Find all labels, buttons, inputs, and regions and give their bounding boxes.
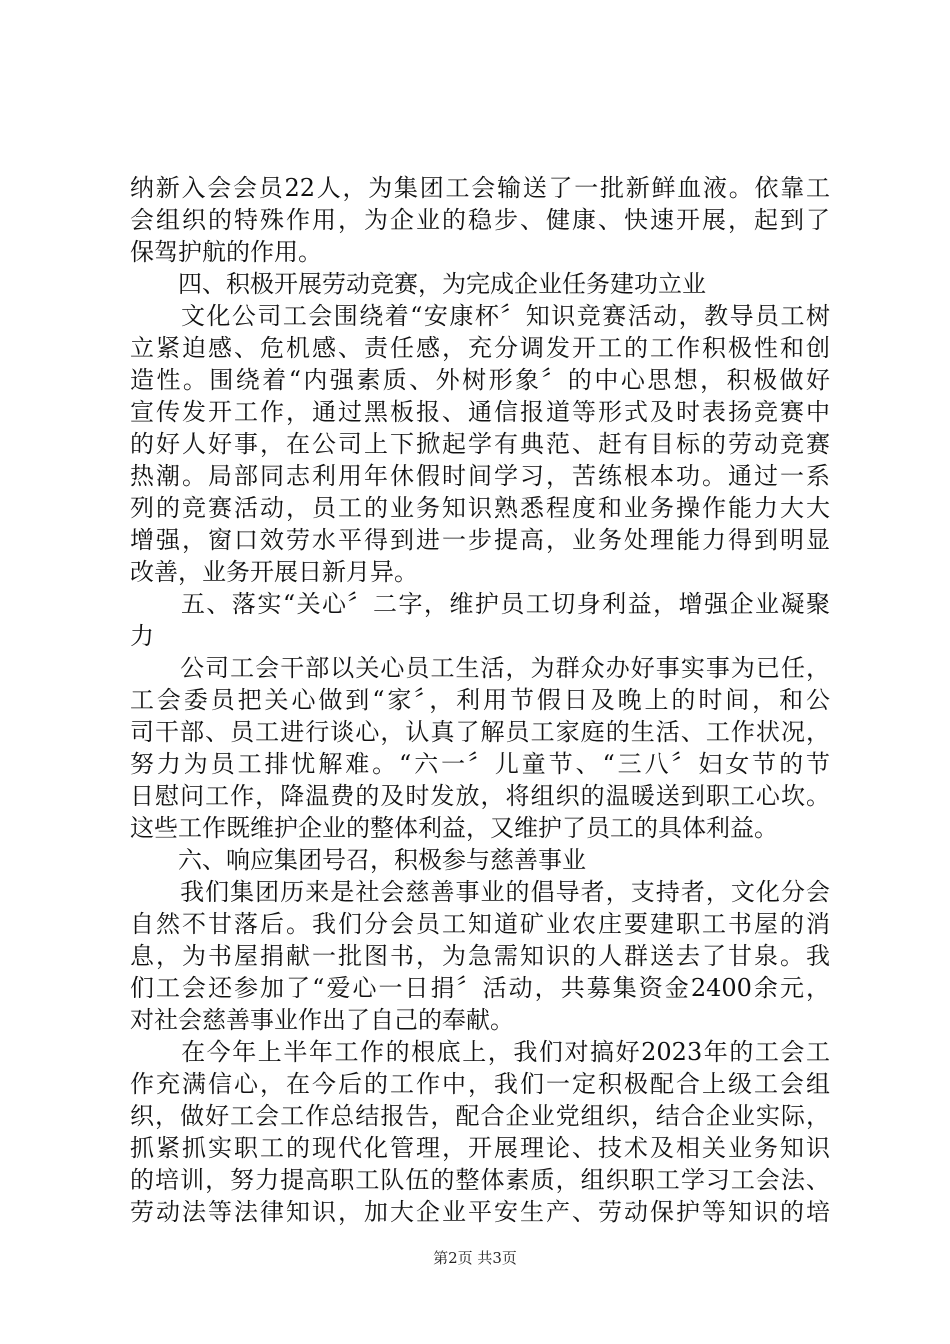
text-line: 在今年上半年工作的根底上，我们对搞好2023年的工会工 <box>130 1038 830 1066</box>
section-heading: 力 <box>130 622 154 650</box>
text-line: 对社会慈善事业作出了自己的奉献。 <box>130 1006 514 1034</box>
text-line: 纳新入会会员22人，为集团工会输送了一批新鲜血液。依靠工 <box>130 174 830 202</box>
text-line: 增强，窗口效劳水平得到进一步提高，业务处理能力得到明显 <box>130 526 830 554</box>
section-heading: 六、响应集团号召，积极参与慈善事业 <box>130 846 586 874</box>
text-line: 我们集团历来是社会慈善事业的倡导者，支持者，文化分会 <box>130 878 830 906</box>
text-line: 改善，业务开展日新月异。 <box>130 558 418 586</box>
text-line: 作充满信心，在今后的工作中，我们一定积极配合上级工会组 <box>130 1070 830 1098</box>
text-line: 这些工作既维护企业的整体利益，又维护了员工的具体利益。 <box>130 814 778 842</box>
text-line: 劳动法等法律知识，加大企业平安生产、劳动保护等知识的培 <box>130 1198 830 1226</box>
document-body <box>130 172 830 1228</box>
text-line: 热潮。局部同志利用年休假时间学习，苦练根本功。通过一系 <box>130 462 830 490</box>
text-line: 司干部、员工进行谈心，认真了解员工家庭的生活、工作状况， <box>130 718 830 746</box>
text-line: 的培训，努力提高职工队伍的整体素质，组织职工学习工会法、 <box>130 1166 830 1194</box>
text-line: 宣传发开工作，通过黑板报、通信报道等形式及时表扬竞赛中 <box>130 398 830 426</box>
text-line: 立紧迫感、危机感、责任感，充分调发开工的工作积极性和创 <box>130 334 830 362</box>
section-heading: 五、落实“关心〞二字，维护员工切身利益，增强企业凝聚 <box>130 590 830 618</box>
text-line: 工会委员把关心做到“家〞，利用节假日及晚上的时间，和公 <box>130 686 830 714</box>
page-footer: 第2页 共3页 <box>433 1249 517 1267</box>
text-line: 造性。围绕着“内强素质、外树形象〞的中心思想，积极做好 <box>130 366 830 394</box>
text-line: 息，为书屋捐献一批图书，为急需知识的人群送去了甘泉。我 <box>130 942 830 970</box>
text-line: 文化公司工会围绕着“安康杯〞知识竞赛活动，教导员工树 <box>130 302 830 330</box>
text-line: 日慰问工作，降温费的及时发放，将组织的温暖送到职工心坎。 <box>130 782 830 810</box>
text-line: 抓紧抓实职工的现代化管理，开展理论、技术及相关业务知识 <box>130 1134 830 1162</box>
text-line: 们工会还参加了“爱心一日捐〞活动，共募集资金2400余元， <box>130 974 830 1002</box>
text-line: 列的竞赛活动，员工的业务知识熟悉程度和业务操作能力大大 <box>130 494 830 522</box>
text-line: 公司工会干部以关心员工生活，为群众办好事实事为已任， <box>130 654 830 682</box>
text-line: 自然不甘落后。我们分会员工知道矿业农庄要建职工书屋的消 <box>130 910 830 938</box>
text-line: 织，做好工会工作总结报告，配合企业党组织，结合企业实际， <box>130 1102 830 1130</box>
text-line: 努力为员工排忧解难。“六一〞儿童节、“三八〞妇女节的节 <box>130 750 830 778</box>
text-line: 会组织的特殊作用，为企业的稳步、健康、快速开展，起到了 <box>130 206 830 234</box>
text-line: 保驾护航的作用。 <box>130 238 322 266</box>
text-line: 的好人好事，在公司上下掀起学有典范、赶有目标的劳动竞赛 <box>130 430 830 458</box>
section-heading: 四、积极开展劳动竞赛，为完成企业任务建功立业 <box>130 270 706 298</box>
